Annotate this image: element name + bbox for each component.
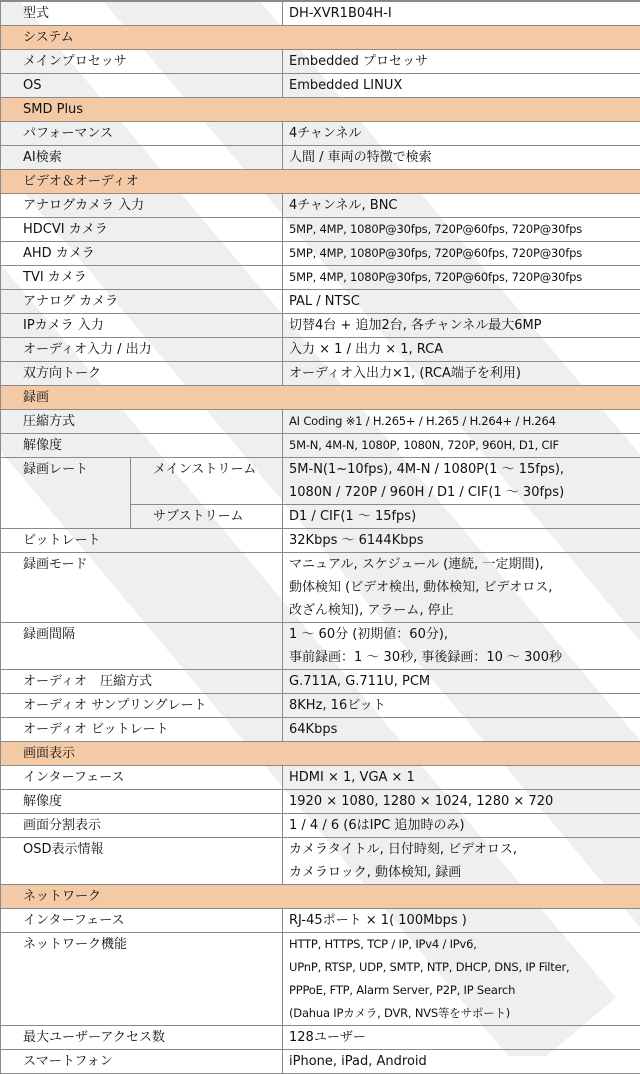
- spec-value: 5M-N, 4M-N, 1080P, 1080N, 720P, 960H, D1, CIF: [283, 434, 640, 458]
- section-header: [1, 386, 640, 410]
- spec-value-line: 5M-N(1~10fps), 4M-N / 1080P(1 ～ 15fps),: [289, 458, 640, 481]
- spec-value: 1 / 4 / 6 (6はIPC 追加時のみ): [283, 814, 640, 838]
- spec-row: [1, 194, 640, 218]
- spec-value-line: カメラロック, 動体検知, 録画: [289, 861, 640, 884]
- spec-row: [1, 434, 640, 458]
- spec-label: 録画モード: [1, 553, 283, 623]
- spec-value: G.711A, G.711U, PCM: [283, 670, 640, 694]
- spec-row: [1, 410, 640, 434]
- spec-label: アナログ カメラ: [1, 290, 283, 314]
- spec-row: [1, 909, 640, 933]
- spec-label: 最大ユーザーアクセス数: [1, 1026, 283, 1050]
- spec-label: インターフェース: [1, 766, 283, 790]
- spec-value: 切替4台 + 追加2台, 各チャンネル最大6MP: [283, 314, 640, 338]
- section-title: ビデオ＆オーディオ: [1, 170, 640, 194]
- spec-label: 録画レート: [1, 458, 131, 529]
- spec-row: [1, 458, 640, 505]
- spec-value: 入力 × 1 / 出力 × 1, RCA: [283, 338, 640, 362]
- spec-value: RJ-45ポート × 1( 100Mbps ): [283, 909, 640, 933]
- spec-value: 5MP, 4MP, 1080P@30fps, 720P@60fps, 720P@30fps: [283, 266, 640, 290]
- spec-label: インターフェース: [1, 909, 283, 933]
- section-title: システム: [1, 26, 640, 50]
- section-header: [1, 26, 640, 50]
- spec-label: 圧縮方式: [1, 410, 283, 434]
- spec-value: AI Coding ※1 / H.265+ / H.265 / H.264+ / H.264: [283, 410, 640, 434]
- spec-value: DH-XVR1B04H-I: [283, 1, 640, 26]
- spec-row: [1, 146, 640, 170]
- spec-value: PAL / NTSC: [283, 290, 640, 314]
- spec-row: [1, 529, 640, 553]
- spec-value: [283, 933, 640, 1026]
- spec-sublabel: サブストリーム: [131, 505, 283, 529]
- spec-label: オーディオ入力 / 出力: [1, 338, 283, 362]
- spec-label: オーディオ サンプリングレート: [1, 694, 283, 718]
- spec-row: [1, 718, 640, 742]
- spec-sublabel: メインストリーム: [131, 458, 283, 505]
- spec-value: 4チャンネル, BNC: [283, 194, 640, 218]
- spec-value: 5MP, 4MP, 1080P@30fps, 720P@60fps, 720P@30fps: [283, 218, 640, 242]
- spec-value: 人間 / 車両の特徴で検索: [283, 146, 640, 170]
- section-title: 画面表示: [1, 742, 640, 766]
- spec-value: 128ユーザー: [283, 1026, 640, 1050]
- spec-value: 4チャンネル: [283, 122, 640, 146]
- spec-value: 8KHz, 16ビット: [283, 694, 640, 718]
- spec-row: [1, 1050, 640, 1074]
- spec-label: AI検索: [1, 146, 283, 170]
- spec-value-line: UPnP, RTSP, UDP, SMTP, NTP, DHCP, DNS, IP Filter,: [289, 956, 640, 979]
- spec-value: 5MP, 4MP, 1080P@30fps, 720P@60fps, 720P@30fps: [283, 242, 640, 266]
- spec-row: [1, 218, 640, 242]
- spec-value-line: 1080N / 720P / 960H / D1 / CIF(1 ～ 30fps): [289, 481, 640, 504]
- spec-value: オーディオ入出力×1, (RCA端子を利用): [283, 362, 640, 386]
- spec-label: 解像度: [1, 434, 283, 458]
- spec-value-line: 1 ～ 60分 (初期値：60分),: [289, 623, 640, 646]
- spec-row: [1, 242, 640, 266]
- spec-value-line: マニュアル, スケジュール (連続, 一定期間),: [289, 553, 640, 576]
- spec-label: ネットワーク機能: [1, 933, 283, 1026]
- spec-value: Embedded LINUX: [283, 74, 640, 98]
- spec-label: 解像度: [1, 790, 283, 814]
- section-title: 録画: [1, 386, 640, 410]
- section-header: [1, 170, 640, 194]
- spec-row: [1, 314, 640, 338]
- spec-row: [1, 838, 640, 885]
- spec-value: [283, 838, 640, 885]
- spec-label: アナログカメラ 入力: [1, 194, 283, 218]
- spec-label: 録画間隔: [1, 623, 283, 670]
- spec-value: 64Kbps: [283, 718, 640, 742]
- spec-row: [1, 338, 640, 362]
- spec-label: 双方向トーク: [1, 362, 283, 386]
- spec-row: [1, 1, 640, 26]
- spec-row: [1, 766, 640, 790]
- spec-value: D1 / CIF(1 ～ 15fps): [283, 505, 640, 529]
- spec-row: [1, 553, 640, 623]
- spec-row: [1, 1026, 640, 1050]
- spec-value-line: カメラタイトル, 日付時刻, ビデオロス,: [289, 838, 640, 861]
- spec-label: HDCVI カメラ: [1, 218, 283, 242]
- spec-value: [283, 623, 640, 670]
- spec-label: パフォーマンス: [1, 122, 283, 146]
- spec-label: OS: [1, 74, 283, 98]
- section-header: [1, 742, 640, 766]
- spec-label: AHD カメラ: [1, 242, 283, 266]
- spec-row: [1, 694, 640, 718]
- spec-label: OSD表示情報: [1, 838, 283, 885]
- spec-value-line: 改ざん検知), アラーム, 停止: [289, 599, 640, 622]
- section-header: [1, 98, 640, 122]
- spec-value: [283, 458, 640, 505]
- spec-value-line: 事前録画：1 ～ 30秒, 事後録画：10 ～ 300秒: [289, 646, 640, 669]
- spec-label: メインプロセッサ: [1, 50, 283, 74]
- spec-row: [1, 122, 640, 146]
- section-title: SMD Plus: [1, 98, 640, 122]
- spec-value-line: PPPoE, FTP, Alarm Server, P2P, IP Search: [289, 979, 640, 1002]
- spec-row: [1, 50, 640, 74]
- section-header: [1, 885, 640, 909]
- spec-label: IPカメラ 入力: [1, 314, 283, 338]
- spec-value: 32Kbps ～ 6144Kbps: [283, 529, 640, 553]
- spec-row: [1, 790, 640, 814]
- spec-label: 画面分割表示: [1, 814, 283, 838]
- spec-value-line: HTTP, HTTPS, TCP / IP, IPv4 / IPv6,: [289, 933, 640, 956]
- spec-value: [283, 553, 640, 623]
- spec-row: [1, 362, 640, 386]
- spec-row: [1, 933, 640, 1026]
- spec-value-line: (Dahua IPカメラ, DVR, NVS等をサポート): [289, 1002, 640, 1025]
- spec-label: オーディオ ビットレート: [1, 718, 283, 742]
- spec-value: HDMI × 1, VGA × 1: [283, 766, 640, 790]
- spec-value: iPhone, iPad, Android: [283, 1050, 640, 1074]
- spec-row: [1, 266, 640, 290]
- section-title: ネットワーク: [1, 885, 640, 909]
- spec-label: スマートフォン: [1, 1050, 283, 1074]
- spec-label: オーディオ 圧縮方式: [1, 670, 283, 694]
- spec-value: Embedded プロセッサ: [283, 50, 640, 74]
- spec-row: [1, 670, 640, 694]
- spec-row: [1, 290, 640, 314]
- spec-row: [1, 814, 640, 838]
- spec-value-line: 動体検知 (ビデオ検出, 動体検知, ビデオロス,: [289, 576, 640, 599]
- spec-label: TVI カメラ: [1, 266, 283, 290]
- spec-row: [1, 74, 640, 98]
- spec-value: 1920 × 1080, 1280 × 1024, 1280 × 720: [283, 790, 640, 814]
- spec-label: ビットレート: [1, 529, 283, 553]
- spec-label: 型式: [1, 1, 283, 26]
- spec-row: [1, 623, 640, 670]
